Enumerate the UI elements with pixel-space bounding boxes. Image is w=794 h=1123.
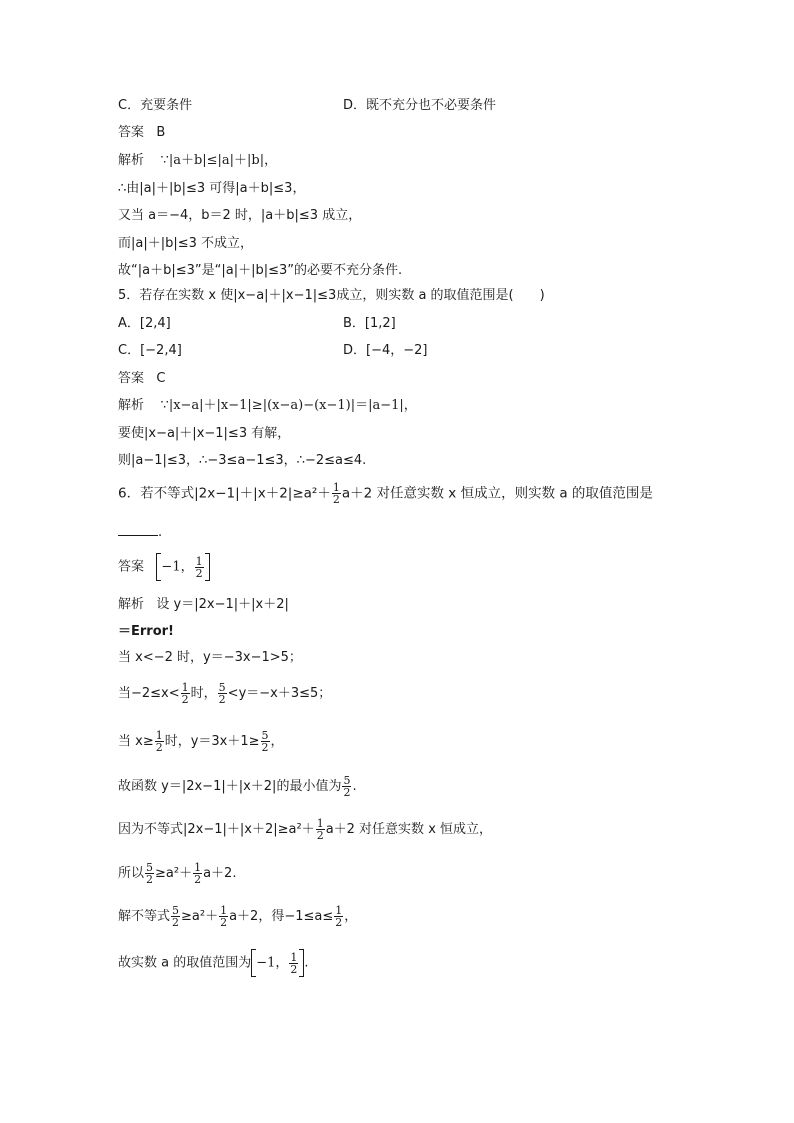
final-line [118, 949, 309, 977]
text: a＋2，得−1≤a≤ [229, 909, 334, 924]
numerator: 5 [343, 774, 351, 787]
line-5 [118, 236, 253, 252]
numerator: 1 [194, 861, 202, 874]
fraction [342, 775, 351, 798]
numerator: 5 [218, 681, 226, 694]
option-d: D．既不充分也不必要条件 [343, 98, 497, 113]
question-6-blank [118, 523, 162, 541]
numerator: 1 [316, 817, 324, 830]
line-4 [118, 208, 361, 224]
q5-option-a [118, 316, 171, 332]
line-12 [118, 426, 290, 442]
fraction [155, 730, 164, 753]
option-b: B．[1,2] [343, 316, 396, 331]
analysis-label: 解析 [118, 153, 145, 168]
fraction [332, 482, 341, 505]
numerator: 5 [261, 729, 269, 742]
denominator: 2 [195, 566, 203, 580]
answer-label: 答案 [118, 125, 145, 140]
text: 要使|x−a|＋|x−1|≤3 有解， [118, 426, 291, 441]
question-text: 5．若存在实数 x 使|x−a|＋|x−1|≤3成立，则实数 a 的取值范围是( ) [118, 288, 545, 303]
answer-3 [118, 553, 210, 581]
fraction [171, 905, 180, 928]
denominator: 2 [218, 693, 226, 706]
q5-option-b [343, 316, 396, 332]
analysis-text: 设 y＝|2x−1|＋|x＋2| [156, 597, 289, 612]
line-6 [118, 263, 402, 279]
text: a＋2 对任意实数 x 恒成立， [325, 822, 493, 837]
text: ≥a²＋ [181, 909, 219, 924]
text: . [352, 779, 357, 794]
text: 则|a−1|≤3，∴−3≤a−1≤3，∴−2≤a≤4. [118, 453, 367, 468]
error-line [118, 624, 174, 640]
denominator: 2 [343, 786, 351, 799]
denominator: 2 [194, 873, 202, 886]
text: <y＝−x＋3≤5； [227, 686, 332, 701]
analysis-label: 解析 [118, 398, 145, 413]
denominator: 2 [220, 916, 228, 929]
numerator: 1 [290, 950, 298, 964]
text: 因为不等式|2x−1|＋|x＋2|≥a²＋ [118, 822, 315, 837]
numerator: 1 [181, 681, 189, 694]
text: ＝Error! [118, 624, 174, 639]
fraction [334, 905, 343, 928]
text: 故“|a＋b|≤3”是“|a|＋|b|≤3”的必要不充分条件. [118, 263, 403, 278]
numerator: 5 [146, 861, 154, 874]
text: a＋2 对任意实数 x 恒成立，则实数 a 的取值范围是 [341, 485, 653, 502]
because-line [118, 818, 492, 841]
fraction [195, 556, 204, 579]
text: −1， [161, 559, 194, 575]
denominator: 2 [335, 916, 343, 929]
fraction [219, 905, 228, 928]
case-2 [118, 682, 331, 705]
q5-option-c [118, 343, 182, 359]
text: 故函数 y＝|2x−1|＋|x＋2|的最小值为 [118, 779, 342, 794]
question-5 [118, 288, 545, 304]
answer-2 [118, 371, 166, 387]
q5-option-d [343, 343, 427, 359]
text: 当−2≤x< [118, 686, 180, 701]
case-3 [118, 730, 284, 753]
text: ∴由|a|＋|b|≤3 可得|a＋b|≤3， [118, 181, 306, 196]
text: ， [270, 734, 284, 749]
numerator: 1 [335, 904, 343, 917]
fraction [193, 862, 202, 885]
min-value [118, 775, 357, 798]
numerator: 1 [332, 481, 340, 494]
line-3 [118, 181, 305, 197]
solve-line [118, 905, 357, 928]
answer-value: C [156, 371, 166, 386]
option-d: D．[−4，−2] [343, 343, 428, 358]
line-13 [118, 453, 366, 469]
text: a＋2. [203, 866, 237, 881]
fraction [289, 952, 298, 975]
denominator: 2 [316, 829, 324, 842]
analysis-text: ∵|x−a|＋|x−1|≥|(x−a)−(x−1)|＝|a−1|， [160, 398, 417, 413]
analysis-3 [118, 597, 289, 613]
denominator: 2 [290, 962, 298, 976]
fraction [181, 682, 190, 705]
text: 当 x<−2 时，y＝−3x−1>5； [118, 650, 302, 665]
option-a: A．[2,4] [118, 316, 171, 331]
text: . [304, 955, 309, 971]
option-c-line [118, 98, 192, 114]
denominator: 2 [181, 693, 189, 706]
denominator: 2 [146, 873, 154, 886]
numerator: 1 [155, 729, 163, 742]
numerator: 5 [172, 904, 180, 917]
text: 时，y＝3x＋1≥ [164, 734, 260, 749]
text: ， [344, 909, 358, 924]
option-c: C．[−2,4] [118, 343, 182, 358]
text: 又当 a＝−4，b＝2 时，|a＋b|≤3 成立， [118, 208, 362, 223]
denominator: 2 [261, 741, 269, 754]
text: 解不等式 [118, 909, 171, 924]
question-6 [118, 482, 653, 505]
option-c: C．充要条件 [118, 98, 193, 113]
text: ≥a²＋ [155, 866, 193, 881]
fraction [218, 682, 227, 705]
text: 当 x≥ [118, 734, 154, 749]
answer-label: 答案 [118, 559, 145, 575]
denominator: 2 [332, 493, 340, 506]
answer-1 [118, 125, 165, 141]
numerator: 1 [220, 904, 228, 917]
text: 所以 [118, 866, 145, 881]
so-line [118, 862, 236, 885]
answer-value: B [156, 125, 166, 140]
text: 时， [190, 686, 217, 701]
denominator: 2 [172, 916, 180, 929]
fraction [261, 730, 270, 753]
answer-blank [118, 523, 158, 536]
text: . [158, 525, 163, 540]
analysis-label: 解析 [118, 597, 145, 612]
text: −1， [256, 955, 289, 971]
numerator: 1 [195, 554, 203, 568]
bracket-right [205, 553, 210, 581]
text: 而|a|＋|b|≤3 不成立， [118, 236, 254, 251]
fraction [145, 862, 154, 885]
case-1 [118, 650, 302, 666]
answer-label: 答案 [118, 371, 145, 386]
denominator: 2 [155, 741, 163, 754]
option-d-line [343, 98, 496, 114]
text: 故实数 a 的取值范围为 [118, 955, 252, 971]
fraction [316, 818, 325, 841]
analysis-text: ∵|a＋b|≤|a|＋|b|， [160, 153, 278, 168]
analysis-1 [118, 153, 277, 169]
text: 6．若不等式|2x−1|＋|x＋2|≥a²＋ [118, 485, 331, 502]
analysis-2 [118, 398, 417, 414]
